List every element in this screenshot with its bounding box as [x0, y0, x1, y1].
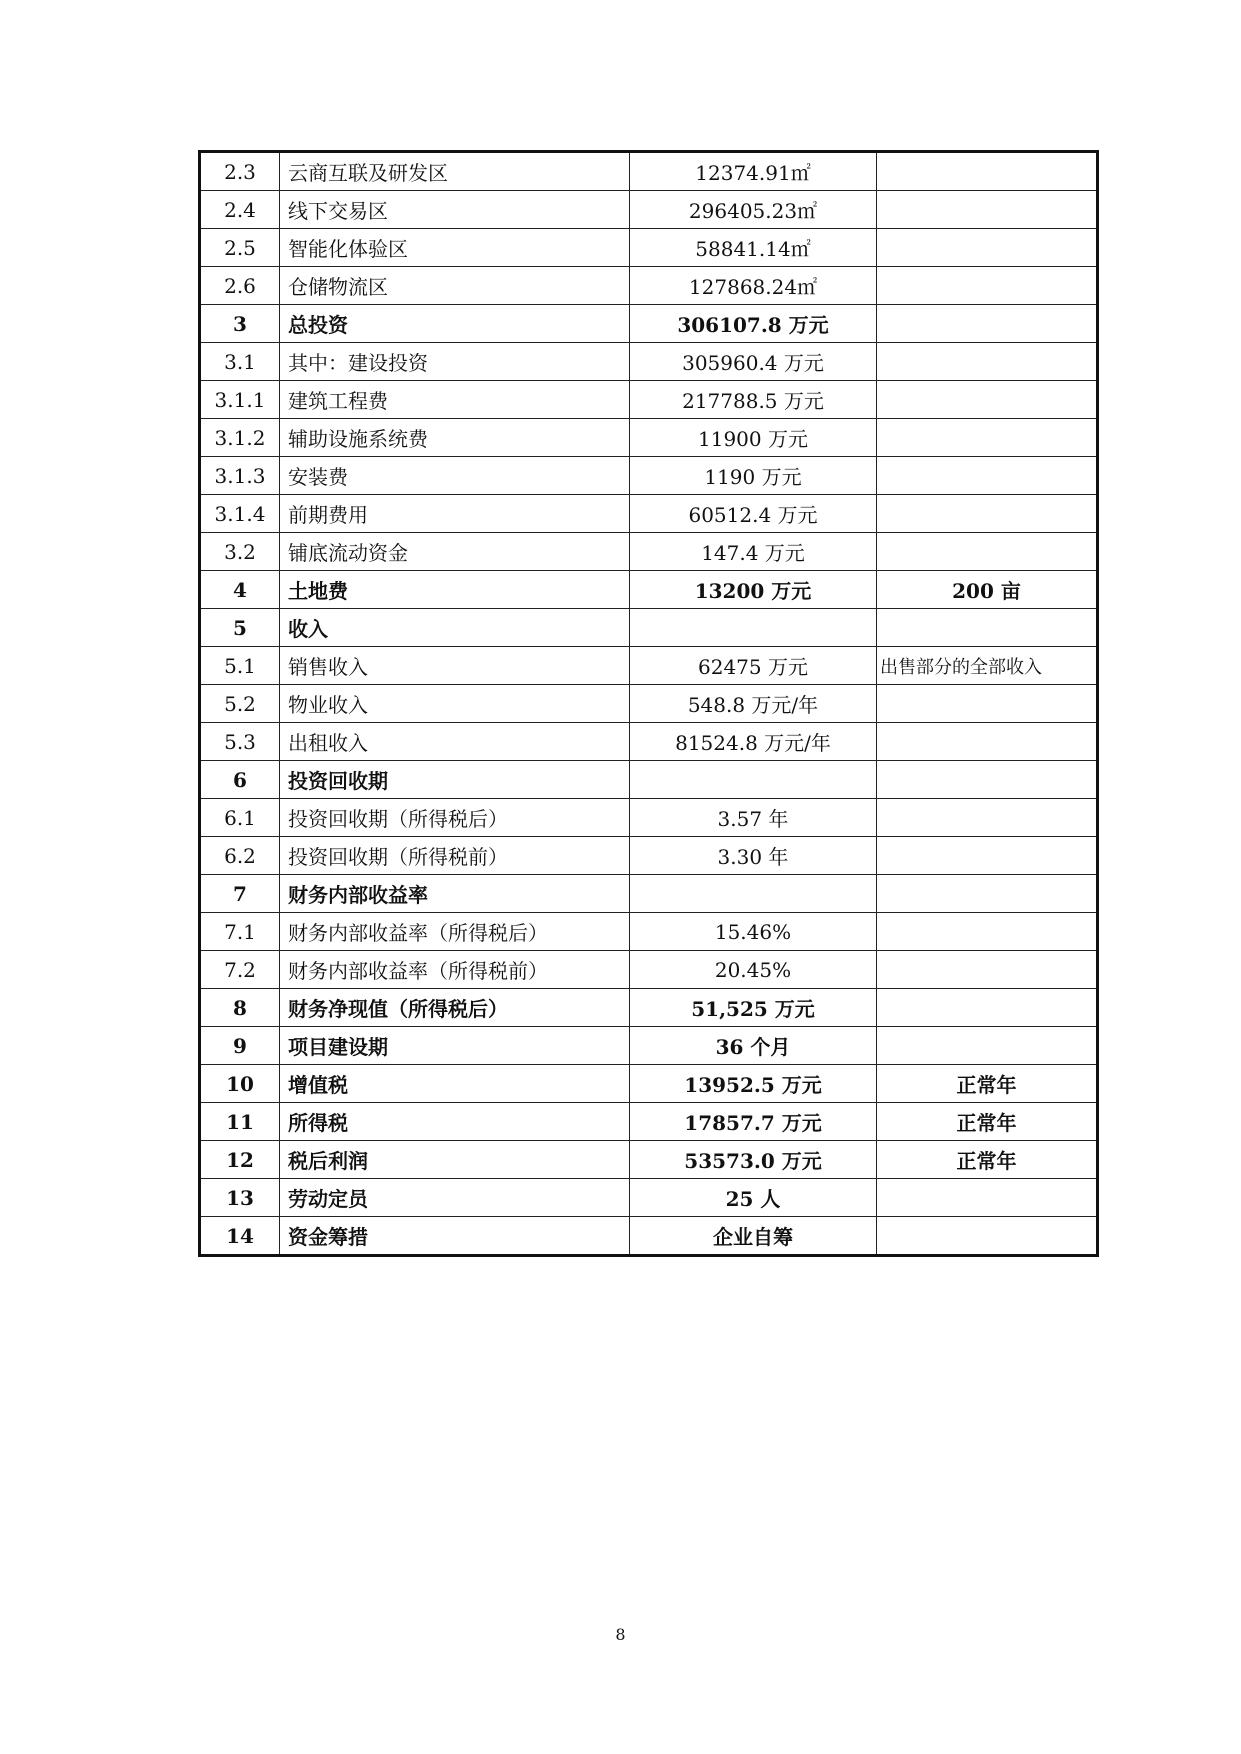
note-cell — [877, 267, 1098, 305]
note-cell — [877, 761, 1098, 799]
note-cell — [877, 419, 1098, 457]
item-name-cell: 物业收入 — [280, 685, 630, 723]
item-name-cell: 财务内部收益率（所得税前） — [280, 951, 630, 989]
value-cell: 548.8 万元/年 — [630, 685, 877, 723]
row-number-cell: 5.1 — [200, 647, 280, 685]
table-row — [200, 267, 1098, 305]
note-cell — [877, 875, 1098, 913]
note-cell — [877, 951, 1098, 989]
value-cell: 3.57 年 — [630, 799, 877, 837]
row-number-cell: 6 — [200, 761, 280, 799]
value-cell: 企业自筹 — [630, 1217, 877, 1256]
item-name-cell: 仓储物流区 — [280, 267, 630, 305]
table-row — [200, 457, 1098, 495]
row-number-cell: 12 — [200, 1141, 280, 1179]
table-body — [200, 152, 1098, 1256]
row-number-cell: 8 — [200, 989, 280, 1027]
table-row — [200, 305, 1098, 343]
note-cell — [877, 343, 1098, 381]
table-row — [200, 837, 1098, 875]
note-cell — [877, 837, 1098, 875]
table-row — [200, 989, 1098, 1027]
row-number-cell: 2.3 — [200, 152, 280, 191]
table-row — [200, 571, 1098, 609]
value-cell: 17857.7 万元 — [630, 1103, 877, 1141]
item-name-cell: 前期费用 — [280, 495, 630, 533]
note-cell — [877, 381, 1098, 419]
value-cell: 127868.24㎡ — [630, 267, 877, 305]
value-cell: 62475 万元 — [630, 647, 877, 685]
value-cell: 13200 万元 — [630, 571, 877, 609]
note-cell: 正常年 — [877, 1065, 1098, 1103]
value-cell: 305960.4 万元 — [630, 343, 877, 381]
value-cell: 306107.8 万元 — [630, 305, 877, 343]
table-row — [200, 1179, 1098, 1217]
table-row — [200, 799, 1098, 837]
note-cell — [877, 913, 1098, 951]
table-row — [200, 191, 1098, 229]
row-number-cell: 9 — [200, 1027, 280, 1065]
row-number-cell: 3.1.3 — [200, 457, 280, 495]
note-cell — [877, 989, 1098, 1027]
item-name-cell: 铺底流动资金 — [280, 533, 630, 571]
table-row — [200, 609, 1098, 647]
item-name-cell: 投资回收期（所得税后） — [280, 799, 630, 837]
note-cell: 出售部分的全部收入 — [877, 647, 1098, 685]
row-number-cell: 11 — [200, 1103, 280, 1141]
value-cell: 13952.5 万元 — [630, 1065, 877, 1103]
row-number-cell: 14 — [200, 1217, 280, 1256]
note-cell — [877, 191, 1098, 229]
row-number-cell: 3 — [200, 305, 280, 343]
table-row — [200, 723, 1098, 761]
item-name-cell: 智能化体验区 — [280, 229, 630, 267]
value-cell: 60512.4 万元 — [630, 495, 877, 533]
note-cell — [877, 457, 1098, 495]
row-number-cell: 2.4 — [200, 191, 280, 229]
value-cell: 15.46% — [630, 913, 877, 951]
table-row — [200, 1065, 1098, 1103]
row-number-cell: 5.3 — [200, 723, 280, 761]
note-cell: 正常年 — [877, 1141, 1098, 1179]
note-cell — [877, 152, 1098, 191]
table-row — [200, 685, 1098, 723]
row-number-cell: 5.2 — [200, 685, 280, 723]
value-cell — [630, 875, 877, 913]
row-number-cell: 7.2 — [200, 951, 280, 989]
note-cell: 正常年 — [877, 1103, 1098, 1141]
item-name-cell: 税后利润 — [280, 1141, 630, 1179]
note-cell — [877, 305, 1098, 343]
item-name-cell: 线下交易区 — [280, 191, 630, 229]
table-row — [200, 495, 1098, 533]
item-name-cell: 总投资 — [280, 305, 630, 343]
item-name-cell: 投资回收期 — [280, 761, 630, 799]
item-name-cell: 投资回收期（所得税前） — [280, 837, 630, 875]
note-cell — [877, 229, 1098, 267]
item-name-cell: 收入 — [280, 609, 630, 647]
row-number-cell: 2.6 — [200, 267, 280, 305]
table-row — [200, 951, 1098, 989]
item-name-cell: 安装费 — [280, 457, 630, 495]
note-cell — [877, 1217, 1098, 1256]
item-name-cell: 土地费 — [280, 571, 630, 609]
item-name-cell: 云商互联及研发区 — [280, 152, 630, 191]
table-row — [200, 419, 1098, 457]
table-row — [200, 1141, 1098, 1179]
row-number-cell: 3.1.1 — [200, 381, 280, 419]
table-row — [200, 1103, 1098, 1141]
value-cell: 147.4 万元 — [630, 533, 877, 571]
item-name-cell: 财务净现值（所得税后） — [280, 989, 630, 1027]
item-name-cell: 增值税 — [280, 1065, 630, 1103]
table-row — [200, 761, 1098, 799]
value-cell — [630, 609, 877, 647]
table-row — [200, 647, 1098, 685]
value-cell: 3.30 年 — [630, 837, 877, 875]
value-cell: 217788.5 万元 — [630, 381, 877, 419]
item-name-cell: 财务内部收益率 — [280, 875, 630, 913]
note-cell — [877, 685, 1098, 723]
value-cell: 11900 万元 — [630, 419, 877, 457]
row-number-cell: 13 — [200, 1179, 280, 1217]
table-row — [200, 913, 1098, 951]
note-cell — [877, 799, 1098, 837]
page-number: 8 — [615, 1625, 626, 1644]
row-number-cell: 3.1.2 — [200, 419, 280, 457]
note-cell — [877, 609, 1098, 647]
item-name-cell: 项目建设期 — [280, 1027, 630, 1065]
value-cell: 1190 万元 — [630, 457, 877, 495]
row-number-cell: 6.2 — [200, 837, 280, 875]
item-name-cell: 辅助设施系统费 — [280, 419, 630, 457]
value-cell: 12374.91㎡ — [630, 152, 877, 191]
value-cell: 53573.0 万元 — [630, 1141, 877, 1179]
row-number-cell: 7 — [200, 875, 280, 913]
row-number-cell: 4 — [200, 571, 280, 609]
value-cell: 25 人 — [630, 1179, 877, 1217]
row-number-cell: 3.1 — [200, 343, 280, 381]
item-name-cell: 资金筹措 — [280, 1217, 630, 1256]
value-cell: 51,525 万元 — [630, 989, 877, 1027]
row-number-cell: 2.5 — [200, 229, 280, 267]
value-cell: 81524.8 万元/年 — [630, 723, 877, 761]
item-name-cell: 劳动定员 — [280, 1179, 630, 1217]
table-row — [200, 533, 1098, 571]
value-cell: 296405.23㎡ — [630, 191, 877, 229]
value-cell — [630, 761, 877, 799]
row-number-cell: 3.2 — [200, 533, 280, 571]
project-summary-table — [198, 150, 1099, 1257]
item-name-cell: 出租收入 — [280, 723, 630, 761]
note-cell — [877, 723, 1098, 761]
note-cell — [877, 495, 1098, 533]
item-name-cell: 财务内部收益率（所得税后） — [280, 913, 630, 951]
row-number-cell: 10 — [200, 1065, 280, 1103]
note-cell — [877, 533, 1098, 571]
value-cell: 36 个月 — [630, 1027, 877, 1065]
row-number-cell: 3.1.4 — [200, 495, 280, 533]
table-row — [200, 343, 1098, 381]
item-name-cell: 其中：建设投资 — [280, 343, 630, 381]
table-row — [200, 1027, 1098, 1065]
item-name-cell: 所得税 — [280, 1103, 630, 1141]
note-cell: 200 亩 — [877, 571, 1098, 609]
item-name-cell: 建筑工程费 — [280, 381, 630, 419]
note-cell — [877, 1027, 1098, 1065]
item-name-cell: 销售收入 — [280, 647, 630, 685]
row-number-cell: 6.1 — [200, 799, 280, 837]
table-row — [200, 229, 1098, 267]
row-number-cell: 7.1 — [200, 913, 280, 951]
table-row — [200, 1217, 1098, 1256]
table-row — [200, 152, 1098, 191]
note-cell — [877, 1179, 1098, 1217]
row-number-cell: 5 — [200, 609, 280, 647]
table-row — [200, 875, 1098, 913]
value-cell: 58841.14㎡ — [630, 229, 877, 267]
table-row — [200, 381, 1098, 419]
value-cell: 20.45% — [630, 951, 877, 989]
